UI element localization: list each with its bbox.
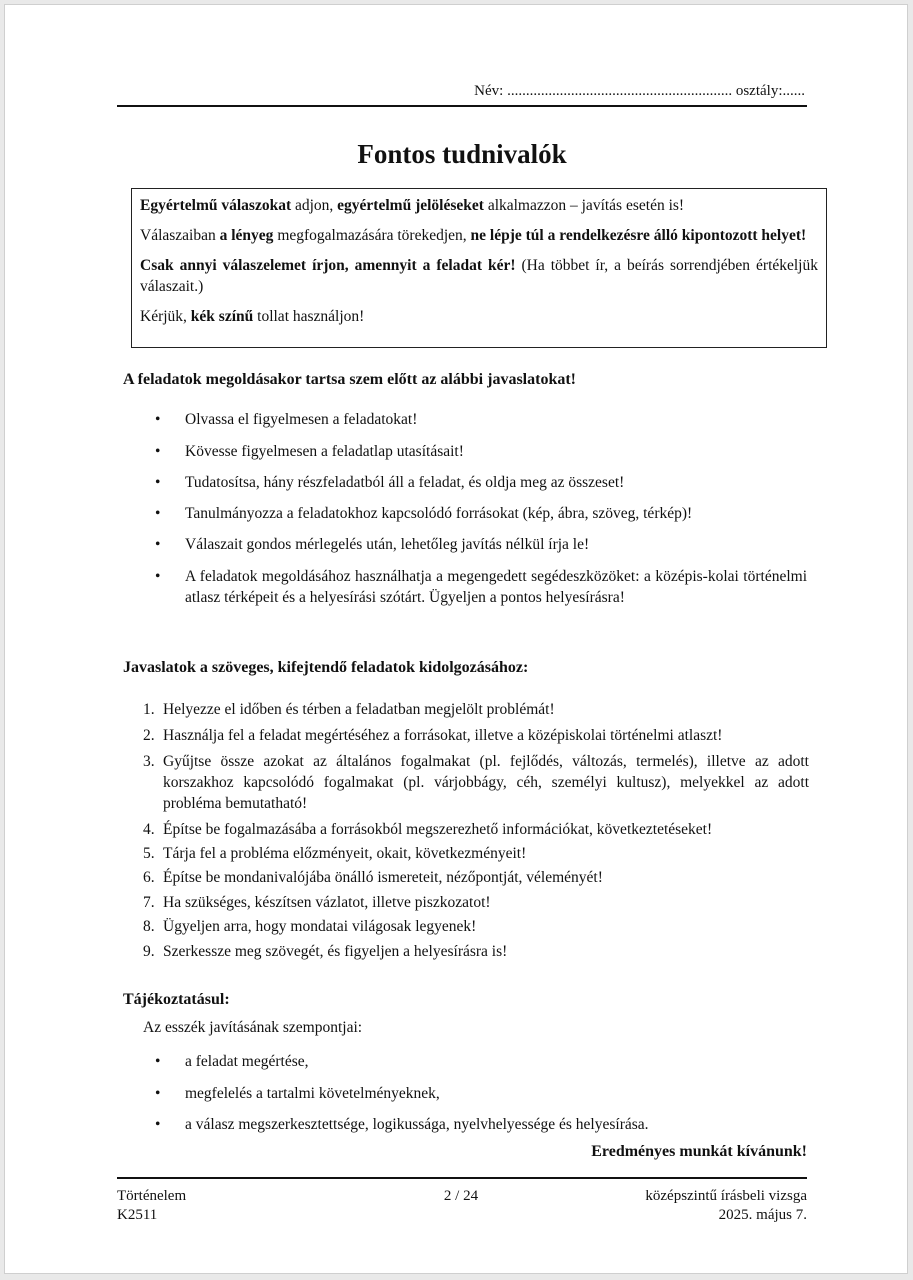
section1-heading: A feladatok megoldásakor tartsa szem előtt az alábbi javaslatokat! — [123, 371, 576, 388]
notice-bold: egyértelmű jelöléseket — [337, 197, 484, 214]
item-text: Tárja fel a probléma előzményeit, okait, következményeit! — [163, 845, 527, 862]
footer-rule — [117, 1177, 807, 1179]
notice-bold: ne lépje túl a rendelkezésre álló kipontozott helyet — [470, 227, 802, 244]
notice-text: Kérjük, — [140, 308, 191, 325]
item-text: Építse be mondanivalójába önálló ismereteit, nézőpontját, véleményét! — [163, 869, 603, 886]
item-text: Használja fel a feladat megértéséhez a forrásokat, illetve a középiskolai történelmi atlaszt! — [163, 727, 723, 744]
bullet: • — [155, 505, 161, 522]
section2-heading: Javaslatok a szöveges, kifejtendő feladatok kidolgozásához: — [123, 659, 529, 676]
header-rule — [117, 105, 807, 107]
section3-heading: Tájékoztatásul: — [123, 991, 230, 1008]
item-text: Helyezze el időben és térben a feladatban megjelölt problémát! — [163, 701, 555, 718]
item-number: 8. — [143, 918, 155, 935]
item-number: 4. — [143, 821, 155, 838]
item-text: Építse be fogalmazásába a forrásokból megszerezhető információkat, következtetéseket! — [163, 821, 713, 838]
list-item-text: a feladat megértése, — [185, 1053, 309, 1070]
item-number: 9. — [143, 943, 155, 960]
item-number: 2. — [143, 727, 155, 744]
bullet: • — [155, 443, 161, 460]
list-item-text: megfelelés a tartalmi követelményeknek, — [185, 1085, 440, 1102]
notice-bold: a lényeg — [219, 227, 274, 244]
bullet: • — [155, 1053, 161, 1070]
list-item-text: Olvassa el figyelmesen a feladatokat! — [185, 411, 418, 428]
notice-paragraph-2 — [140, 225, 818, 246]
notice-text: Válaszaiban — [140, 227, 220, 244]
notice-text: alkalmazzon – javítás esetén is! — [483, 197, 685, 214]
list-item-text: Kövesse figyelmesen a feladatlap utasításait! — [185, 443, 464, 460]
bullet: • — [155, 536, 161, 553]
list-item-text: A feladatok megoldásához használhatja a megengedett segédeszközöket: a középis-kolai történelmi atlasz térképeit és a helyesírási szótárt. Ügyeljen a pontos helyesírásra! — [185, 568, 807, 606]
list-item-text: Tanulmányozza a feladatokhoz kapcsolódó forrásokat (kép, ábra, szöveg, térkép)! — [185, 505, 693, 522]
notice-bold: Egyértelmű válaszokat — [140, 197, 292, 214]
notice-text: (Ha többet ír, a beírás sorrendjében értékeljük válaszait.) — [140, 257, 818, 295]
notice-paragraph-1 — [140, 195, 818, 216]
list-item-text: a válasz megszerkesztettsége, logikussága, nyelvhelyessége és helyesírása. — [185, 1116, 649, 1133]
item-number: 7. — [143, 894, 155, 911]
notice-paragraph-3 — [140, 255, 818, 297]
item-number: 1. — [143, 701, 155, 718]
name-class-field: Név: ............................................................ osztály:...... — [474, 83, 805, 99]
notice-paragraph-4 — [140, 306, 818, 327]
notice-text: adjon, — [291, 197, 338, 214]
bullet: • — [155, 568, 161, 585]
footer-code: K2511 — [117, 1207, 158, 1223]
footer-page-number: 2 / 24 — [443, 1188, 479, 1204]
footer-subject: Történelem — [117, 1188, 187, 1204]
item-text: Ha szükséges, készítsen vázlatot, illetve piszkozatot! — [163, 894, 491, 911]
notice-text: megfogalmazására törekedjen, — [273, 227, 471, 244]
notice-bold: ! — [801, 227, 807, 244]
notice-bold: Csak annyi válaszelemet írjon, amennyit a feladat kér! — [140, 257, 516, 274]
footer-exam-level: középszintű írásbeli vizsga — [645, 1188, 807, 1204]
bullet: • — [155, 1085, 161, 1102]
item-text: Gyűjtse össze azokat az általános fogalmakat (pl. fejlődés, változás, termelés), illetve az adott korszakhoz kapcsolódó fogalmakat (pl. várjobbágy, céh, személyi kultusz), melyekkel az adott probléma bemutatható! — [163, 753, 809, 812]
item-number: 5. — [143, 845, 155, 862]
notice-text: tollat használjon! — [253, 308, 365, 325]
bullet: • — [155, 1116, 161, 1133]
criteria-intro: Az esszék javításának szempontjai: — [143, 1019, 363, 1036]
footer-date: 2025. május 7. — [718, 1207, 807, 1223]
list-item-text: Tudatosítsa, hány részfeladatból áll a feladat, és oldja meg az összeset! — [185, 474, 625, 491]
item-number: 6. — [143, 869, 155, 886]
bullet: • — [155, 474, 161, 491]
page-title: Fontos tudnivalók — [357, 139, 567, 169]
exam-page — [4, 4, 908, 1274]
notice-bold: kék színű — [190, 308, 254, 325]
notice-box — [131, 188, 827, 348]
item-text: Ügyeljen arra, hogy mondatai világosak legyenek! — [163, 918, 477, 935]
bullet: • — [155, 411, 161, 428]
list-item-text: Válaszait gondos mérlegelés után, lehetőleg javítás nélkül írja le! — [185, 536, 590, 553]
item-number: 3. — [143, 753, 155, 770]
item-text: Szerkessze meg szövegét, és figyeljen a helyesírásra is! — [163, 943, 508, 960]
closing-line: Eredményes munkát kívánunk! — [591, 1143, 807, 1160]
